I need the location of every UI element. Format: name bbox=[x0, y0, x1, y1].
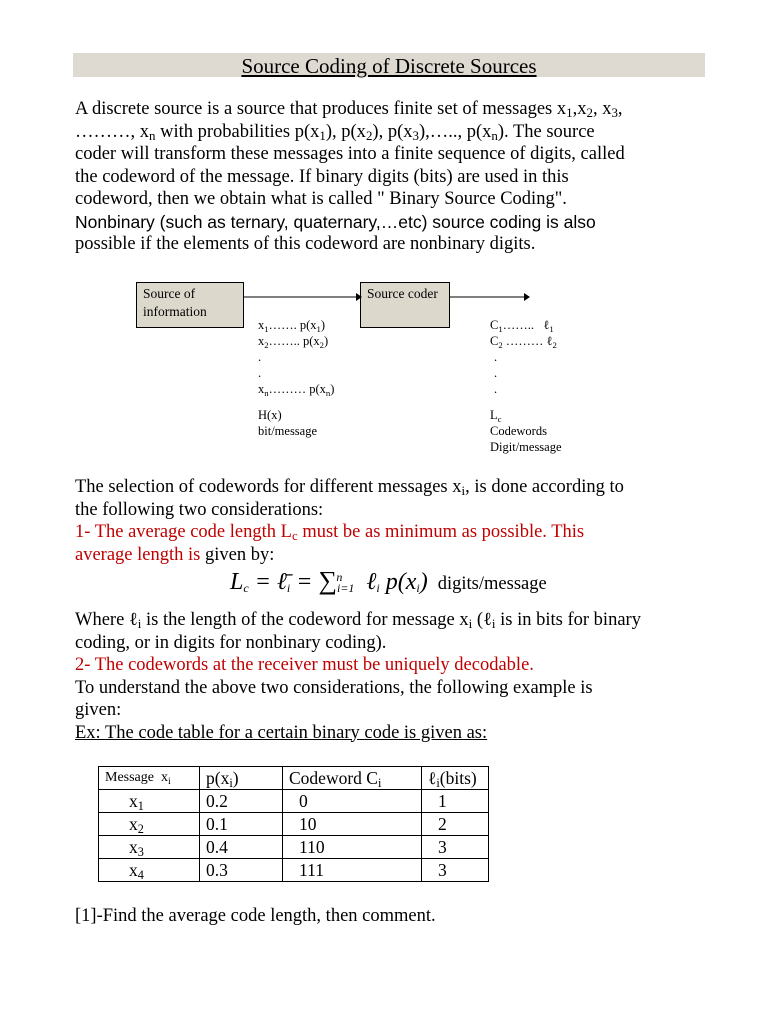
source-box-line-1: Source of bbox=[143, 286, 196, 301]
question-line: [1]-Find the average code length, then comment. bbox=[75, 906, 436, 926]
cell-length: 1 bbox=[422, 790, 489, 813]
understand-line-1: To understand the above two considerations, the following example is bbox=[75, 677, 593, 698]
header-codeword: Codeword $C_i$ bbox=[283, 767, 422, 790]
bit-message-label: bit/message bbox=[258, 424, 318, 438]
right-line-c1: $C_1\dots\dots$.. ℓ$_1$ bbox=[490, 318, 554, 334]
cell-prob: 0.2 bbox=[200, 790, 283, 813]
where-line-2: coding, or in digits for nonbinary coding). bbox=[75, 632, 387, 653]
selection-line-1: The selection of codewords for different messages $x_i$, is done according to bbox=[75, 477, 624, 498]
cell-codeword: 0 bbox=[283, 790, 422, 813]
cell-message: $x_4$ bbox=[99, 859, 200, 882]
header-length: ℓ$_i$(bits) bbox=[422, 767, 489, 790]
left-line-dot-1: . bbox=[258, 350, 262, 364]
arrow-head-1 bbox=[356, 293, 362, 301]
example-line: Ex: The code table for a certain binary code is given as: bbox=[75, 722, 488, 743]
page-title: Source Coding of Discrete Sources bbox=[241, 54, 537, 78]
cell-length: 2 bbox=[422, 813, 489, 836]
intro-line-7: possible if the elements of this codeword are nonbinary digits. bbox=[75, 234, 536, 254]
table-row bbox=[99, 859, 489, 882]
intro-line-6: Nonbinary (such as ternary, quaternary,…etc) source coding is also bbox=[75, 211, 596, 232]
cell-codeword: 111 bbox=[283, 859, 422, 882]
diagram-right-labels bbox=[490, 317, 562, 455]
equation-unit: digits/message bbox=[437, 574, 547, 594]
cell-message: $x_2$ bbox=[99, 813, 200, 836]
codewords-label: Codewords bbox=[490, 424, 547, 438]
selection-section bbox=[75, 476, 725, 566]
cell-codeword: 110 bbox=[283, 836, 422, 859]
hx-label: H(x) bbox=[258, 408, 282, 422]
right-line-c2: $C_2$ ……… ℓ$_2$ bbox=[490, 334, 557, 350]
left-line-x2: $x_2\dots\dots$.. $p(x_2)$ bbox=[258, 334, 329, 350]
intro-line-1: A discrete source is a source that produces finite set of messages $x_1,x_2$, $x_3$, bbox=[75, 99, 623, 120]
header-message: Message $x_i$ bbox=[99, 767, 200, 790]
intro-line-3: coder will transform these messages into a finite sequence of digits, called bbox=[75, 144, 625, 164]
where-section bbox=[75, 609, 725, 744]
table-row bbox=[99, 813, 489, 836]
header-probability: $p(x_i)$ bbox=[200, 767, 283, 790]
digit-message-label: Digit/message bbox=[490, 440, 562, 454]
cell-length: 3 bbox=[422, 836, 489, 859]
where-line-1: Where ℓ$_i$ is the length of the codeword for message $x_i$ (ℓ$_i$ is in bits for binary bbox=[75, 610, 641, 631]
consideration-1-line-2: average length is given by: bbox=[75, 544, 275, 565]
diagram-arrows bbox=[244, 290, 534, 302]
diagram-left-labels bbox=[258, 317, 334, 439]
right-line-dot-2: . bbox=[494, 366, 498, 380]
table-header-row bbox=[99, 767, 489, 790]
intro-paragraph bbox=[75, 98, 715, 256]
consideration-2: 2- The codewords at the receiver must be uniquely decodable. bbox=[75, 655, 534, 675]
table-row bbox=[99, 836, 489, 859]
intro-line-2: ………, $x_n$ with probabilities $p(x_1)$, $p(x_2)$, $p(x_3),\dots$.., $p(x_n)$. The source bbox=[75, 121, 595, 143]
left-line-dot-2: . bbox=[258, 366, 262, 380]
intro-line-5: codeword, then we obtain what is called " Binary Source Coding". bbox=[75, 189, 567, 209]
cell-message: $x_1$ bbox=[99, 790, 200, 813]
cell-codeword: 10 bbox=[283, 813, 422, 836]
source-coder-box bbox=[360, 282, 450, 328]
table-row bbox=[99, 790, 489, 813]
right-line-dot-3: . bbox=[494, 382, 498, 396]
left-line-xn: $x_n\dots\dots\dots$ $p(x_n)$ bbox=[258, 382, 335, 398]
consideration-1: 1- The average code length $L_c$ must be as minimum as possible. This bbox=[75, 522, 585, 543]
lc-label: $L_c$ bbox=[490, 408, 502, 424]
selection-line-2: the following two considerations: bbox=[75, 499, 324, 520]
source-of-information-box bbox=[136, 282, 244, 328]
intro-line-4: the codeword of the message. If binary digits (bits) are used in this bbox=[75, 166, 569, 187]
understand-line-2: given: bbox=[75, 700, 122, 720]
cell-prob: 0.3 bbox=[200, 859, 283, 882]
source-box-line-2: information bbox=[143, 304, 207, 319]
right-line-dot-1: . bbox=[494, 350, 498, 364]
cell-length: 3 bbox=[422, 859, 489, 882]
cell-prob: 0.1 bbox=[200, 813, 283, 836]
cell-prob: 0.4 bbox=[200, 836, 283, 859]
left-line-x1: $x_1\dots\dots$. $p(x_1)$ bbox=[258, 318, 326, 334]
cell-message: $x_3$ bbox=[99, 836, 200, 859]
coder-box-label: Source coder bbox=[367, 286, 438, 301]
arrow-head-2 bbox=[524, 293, 530, 301]
average-length-equation: $L_c$ = $\ell̄_i = \sum_{i=1}^n$ ℓ$_i$ $p(x_i)$ digits/message bbox=[230, 566, 547, 595]
code-table bbox=[98, 766, 489, 882]
